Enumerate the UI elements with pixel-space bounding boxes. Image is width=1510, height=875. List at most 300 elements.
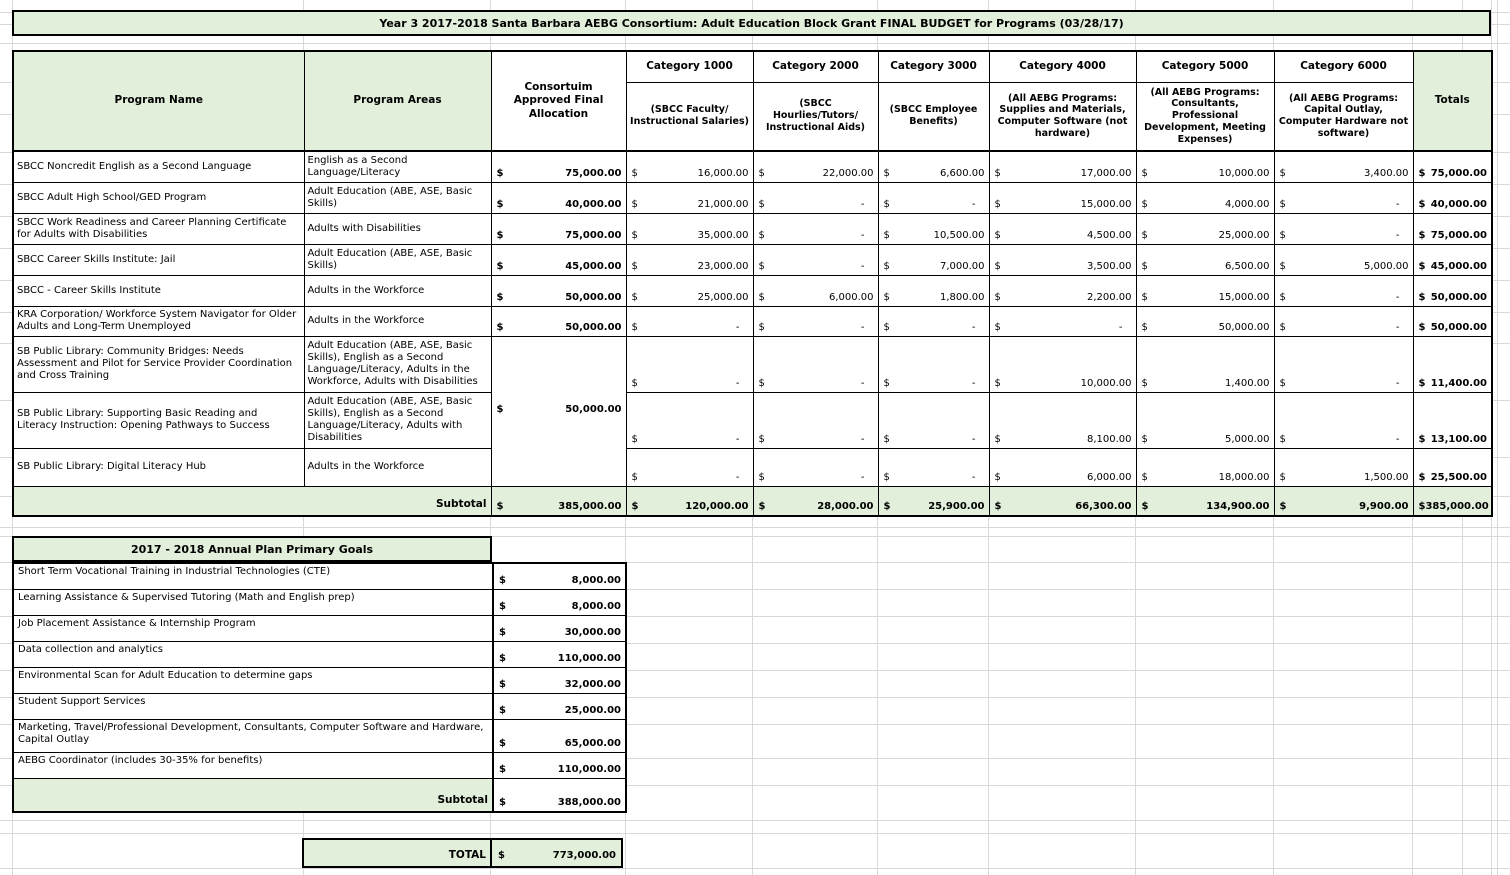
category-amount-cell (878, 275, 989, 306)
currency-symbol: $ (499, 652, 506, 664)
currency-symbol: $ (994, 291, 1001, 303)
col-desc-category-3000: (SBCC Employee Benefits) (878, 82, 989, 151)
amount-text: 5,000.00 (1363, 260, 1409, 272)
currency-symbol: $ (1141, 291, 1148, 303)
amount-text: - (1395, 321, 1400, 333)
amount-text: 385,000.00 (1425, 501, 1489, 512)
currency-symbol: $ (496, 229, 504, 241)
amount-text: 6,600.00 (939, 167, 985, 179)
currency-symbol: $ (994, 321, 1001, 333)
amount-text: 10,500.00 (933, 229, 985, 241)
allocation-cell (491, 306, 626, 336)
amount-text: - (1395, 377, 1400, 389)
currency-symbol: $ (1141, 501, 1149, 512)
amount-text: 1,800.00 (939, 291, 985, 303)
amount-text: - (735, 433, 740, 445)
currency-symbol: $ (1418, 433, 1426, 445)
subtotal-category-cell (753, 486, 878, 516)
grid-hline (0, 527, 1510, 528)
category-amount-cell (1136, 151, 1274, 182)
amount-text: 16,000.00 (697, 167, 749, 179)
currency-symbol: $ (758, 229, 765, 241)
sheet-title-text: Year 3 2017-2018 Santa Barbara AEBG Consortium: Adult Education Block Grant FINAL BUDGET for Programs (03/28/17) (379, 16, 1124, 30)
grid-hline (0, 833, 1510, 834)
currency-symbol: $ (758, 433, 765, 445)
amount-text: 75,000.00 (565, 167, 622, 179)
category-amount-cell (878, 448, 989, 486)
currency-symbol: $ (496, 404, 504, 415)
category-amount-cell (989, 244, 1136, 275)
amount-text: 15,000.00 (1080, 198, 1132, 210)
category-amount-cell (1136, 244, 1274, 275)
row-total-cell (1413, 213, 1492, 244)
program-areas-cell: English as a Second Language/Literacy (304, 151, 491, 182)
category-amount-cell (626, 392, 753, 448)
amount-text: 6,000.00 (828, 291, 874, 303)
currency-symbol: $ (1141, 260, 1148, 272)
col-header-category-4000: Category 4000 (989, 51, 1136, 82)
currency-symbol: $ (883, 501, 891, 512)
col-header-category-6000: Category 6000 (1274, 51, 1413, 82)
category-amount-cell (753, 182, 878, 213)
currency-symbol: $ (499, 626, 506, 638)
currency-symbol: $ (758, 198, 765, 210)
amount-text: - (1118, 321, 1123, 333)
amount-text: - (971, 321, 976, 333)
currency-symbol: $ (631, 321, 638, 333)
currency-symbol: $ (994, 198, 1001, 210)
subtotal-total-cell (1413, 486, 1492, 516)
amount-text: - (971, 377, 976, 389)
category-amount-cell (1136, 275, 1274, 306)
amount-text: 28,000.00 (817, 501, 874, 512)
category-amount-cell (989, 336, 1136, 392)
category-amount-cell (989, 213, 1136, 244)
category-amount-cell (1274, 392, 1413, 448)
goal-row (13, 693, 626, 719)
amount-text: 21,000.00 (697, 198, 749, 210)
sheet-title (12, 10, 1491, 36)
currency-symbol: $ (758, 377, 765, 389)
allocation-cell (491, 244, 626, 275)
currency-symbol: $ (631, 501, 639, 512)
program-row (13, 182, 1492, 213)
currency-symbol: $ (994, 471, 1001, 483)
goals-subtotal-amount-cell (493, 778, 626, 812)
category-amount-cell (1136, 336, 1274, 392)
currency-symbol: $ (883, 471, 890, 483)
amount-text: 25,900.00 (928, 501, 985, 512)
program-areas-cell: Adults in the Workforce (304, 306, 491, 336)
category-amount-cell (626, 306, 753, 336)
currency-symbol: $ (496, 321, 504, 333)
col-header-category-3000: Category 3000 (878, 51, 989, 82)
goal-amount-cell (493, 719, 626, 752)
amount-text: 25,000.00 (564, 704, 621, 716)
amount-text: 3,500.00 (1086, 260, 1132, 272)
currency-symbol: $ (1279, 321, 1286, 333)
col-header-totals: Totals (1413, 51, 1492, 151)
program-name-cell: SBCC Career Skills Institute: Jail (13, 244, 304, 275)
row-total-cell (1413, 448, 1492, 486)
row-total-cell (1413, 151, 1492, 182)
currency-symbol: $ (1141, 377, 1148, 389)
amount-text: 35,000.00 (697, 229, 749, 241)
subtotal-allocation-cell (491, 486, 626, 516)
currency-symbol: $ (1279, 291, 1286, 303)
grand-total-amount: 773,000.00 (552, 850, 616, 861)
currency-symbol: $ (1141, 321, 1148, 333)
grand-total-label: TOTAL (304, 840, 492, 866)
amount-text: 8,100.00 (1086, 433, 1132, 445)
amount-text: 6,500.00 (1224, 260, 1270, 272)
col-header-category-2000: Category 2000 (753, 51, 878, 82)
category-amount-cell (753, 448, 878, 486)
amount-text: - (860, 471, 865, 483)
category-amount-cell (1136, 182, 1274, 213)
currency-symbol: $ (496, 167, 504, 179)
amount-text: 45,000.00 (565, 260, 622, 272)
row-total-cell (1413, 336, 1492, 392)
category-amount-cell (989, 306, 1136, 336)
category-amount-cell (1136, 306, 1274, 336)
program-row (13, 275, 1492, 306)
amount-text: 18,000.00 (1218, 471, 1270, 483)
category-amount-cell (753, 213, 878, 244)
currency-symbol: $ (1141, 229, 1148, 241)
goal-label-cell: Student Support Services (13, 693, 493, 719)
currency-symbol: $ (883, 321, 890, 333)
program-areas-cell: Adult Education (ABE, ASE, Basic Skills) (304, 182, 491, 213)
program-areas-cell: Adults with Disabilities (304, 213, 491, 244)
amount-text: - (1395, 229, 1400, 241)
goals-table (12, 562, 627, 813)
category-amount-cell (753, 306, 878, 336)
category-amount-cell (1274, 336, 1413, 392)
program-row (13, 213, 1492, 244)
category-amount-cell (989, 182, 1136, 213)
amount-text: 25,500.00 (1430, 471, 1487, 483)
allocation-cell (491, 182, 626, 213)
row-total-cell (1413, 392, 1492, 448)
currency-symbol: $ (1279, 229, 1286, 241)
category-amount-cell (1274, 182, 1413, 213)
category-amount-cell (626, 213, 753, 244)
row-total-cell (1413, 306, 1492, 336)
subtotal-category-cell (878, 486, 989, 516)
program-row (13, 151, 1492, 182)
goal-row (13, 667, 626, 693)
amount-text: 40,000.00 (565, 198, 622, 210)
category-amount-cell (878, 213, 989, 244)
subtotal-label-cell: Subtotal (13, 486, 491, 516)
currency-symbol: $ (499, 763, 506, 775)
goal-row (13, 563, 626, 589)
amount-text: 134,900.00 (1206, 501, 1270, 512)
category-amount-cell (989, 275, 1136, 306)
currency-symbol: $ (758, 471, 765, 483)
currency-symbol: $ (499, 678, 506, 690)
category-amount-cell (1136, 213, 1274, 244)
currency-symbol: $ (994, 501, 1002, 512)
program-areas-cell: Adult Education (ABE, ASE, Basic Skills), English as a Second Language/Literacy, Adults with Disabilities (304, 392, 491, 448)
category-amount-cell (1274, 448, 1413, 486)
amount-text: 11,400.00 (1430, 377, 1487, 389)
program-areas-cell: Adult Education (ABE, ASE, Basic Skills), English as a Second Language/Literacy, Adults in the Workforce, Adults with Disabilities (304, 336, 491, 392)
row-total-cell (1413, 275, 1492, 306)
program-row (13, 448, 1492, 486)
amount-text: - (860, 321, 865, 333)
goal-label-cell: Environmental Scan for Adult Education to determine gaps (13, 667, 493, 693)
goal-row (13, 752, 626, 778)
program-areas-cell: Adults in the Workforce (304, 275, 491, 306)
program-name-cell: SBCC Work Readiness and Career Planning Certificate for Adults with Disabilities (13, 213, 304, 244)
category-amount-cell (1136, 448, 1274, 486)
currency-symbol: $ (496, 291, 504, 303)
currency-symbol: $ (883, 167, 890, 179)
amount-text: 385,000.00 (558, 501, 622, 512)
currency-symbol: $ (758, 260, 765, 272)
currency-symbol: $ (499, 737, 506, 749)
currency-symbol: $ (1279, 377, 1286, 389)
goal-row (13, 615, 626, 641)
amount-text: 4,000.00 (1224, 198, 1270, 210)
category-amount-cell (878, 392, 989, 448)
amount-text: 2,200.00 (1086, 291, 1132, 303)
currency-symbol: $ (631, 198, 638, 210)
program-name-cell: SB Public Library: Community Bridges: Needs Assessment and Pilot for Service Provider Coordination and Cross Training (13, 336, 304, 392)
category-amount-cell (878, 151, 989, 182)
program-name-cell: SB Public Library: Digital Literacy Hub (13, 448, 304, 486)
amount-text: 75,000.00 (565, 229, 622, 241)
col-desc-category-2000: (SBCC Hourlies/Tutors/ Instructional Aids) (753, 82, 878, 151)
amount-text: 30,000.00 (564, 626, 621, 638)
allocation-cell (491, 213, 626, 244)
grid-hline (0, 868, 1510, 869)
currency-symbol: $ (1141, 471, 1148, 483)
currency-symbol: $ (1418, 501, 1426, 512)
amount-text: - (735, 377, 740, 389)
program-row (13, 336, 1492, 392)
currency-symbol: $ (631, 167, 638, 179)
amount-text: - (860, 260, 865, 272)
amount-text: 4,500.00 (1086, 229, 1132, 241)
currency-symbol: $ (1418, 229, 1426, 241)
amount-text: 9,900.00 (1359, 501, 1409, 512)
budget-table (12, 50, 1493, 517)
category-amount-cell (626, 336, 753, 392)
category-amount-cell (626, 151, 753, 182)
currency-symbol: $ (1418, 471, 1426, 483)
category-amount-cell (878, 336, 989, 392)
goals-section-header-text: 2017 - 2018 Annual Plan Primary Goals (130, 542, 374, 556)
grand-total-row (302, 838, 623, 868)
currency-symbol: $ (496, 260, 504, 272)
grid-hline (0, 820, 1510, 821)
goal-amount-cell (493, 589, 626, 615)
currency-symbol: $ (631, 291, 638, 303)
currency-symbol: $ (1141, 198, 1148, 210)
goal-amount-cell (493, 667, 626, 693)
amount-text: 50,000.00 (565, 404, 622, 415)
amount-text: 8,000.00 (571, 574, 621, 586)
subtotal-category-cell (1274, 486, 1413, 516)
goal-label-cell: Learning Assistance & Supervised Tutoring (Math and English prep) (13, 589, 493, 615)
allocation-cell (491, 151, 626, 182)
amount-text: 3,400.00 (1363, 167, 1409, 179)
col-desc-category-1000: (SBCC Faculty/ Instructional Salaries) (626, 82, 753, 151)
category-amount-cell (878, 306, 989, 336)
currency-symbol: $ (1279, 198, 1286, 210)
currency-symbol: $ (631, 433, 638, 445)
currency-symbol: $ (758, 167, 765, 179)
subtotal-category-cell (989, 486, 1136, 516)
amount-text: 50,000.00 (1430, 321, 1487, 333)
amount-text: - (971, 433, 976, 445)
amount-text: 50,000.00 (1218, 321, 1270, 333)
amount-text: 17,000.00 (1080, 167, 1132, 179)
currency-symbol: $ (1418, 377, 1426, 389)
goal-amount-cell (493, 641, 626, 667)
goal-row (13, 589, 626, 615)
category-amount-cell (753, 151, 878, 182)
subtotal-category-cell (1136, 486, 1274, 516)
category-amount-cell (878, 244, 989, 275)
currency-symbol: $ (498, 850, 505, 861)
amount-text: 7,000.00 (939, 260, 985, 272)
currency-symbol: $ (1418, 198, 1426, 210)
col-desc-category-4000: (All AEBG Programs: Supplies and Materials, Computer Software (not hardware) (989, 82, 1136, 151)
amount-text: 66,300.00 (1075, 501, 1132, 512)
currency-symbol: $ (1279, 260, 1286, 272)
category-amount-cell (1274, 306, 1413, 336)
category-amount-cell (626, 448, 753, 486)
currency-symbol: $ (1279, 167, 1286, 179)
currency-symbol: $ (499, 574, 506, 586)
amount-text: - (735, 471, 740, 483)
amount-text: 50,000.00 (565, 291, 622, 303)
category-amount-cell (1274, 213, 1413, 244)
amount-text: 40,000.00 (1430, 198, 1487, 210)
goal-row (13, 641, 626, 667)
currency-symbol: $ (499, 704, 506, 716)
subtotal-row (13, 486, 1492, 516)
program-name-cell: SBCC Adult High School/GED Program (13, 182, 304, 213)
goal-label-cell: AEBG Coordinator (includes 30-35% for benefits) (13, 752, 493, 778)
amount-text: 1,400.00 (1224, 377, 1270, 389)
currency-symbol: $ (1279, 471, 1286, 483)
col-desc-category-6000: (All AEBG Programs: Capital Outlay, Computer Hardware not software) (1274, 82, 1413, 151)
goal-amount-cell (493, 752, 626, 778)
amount-text: 110,000.00 (557, 652, 621, 664)
currency-symbol: $ (883, 433, 890, 445)
currency-symbol: $ (496, 198, 504, 210)
category-amount-cell (1274, 275, 1413, 306)
currency-symbol: $ (1141, 433, 1148, 445)
category-amount-cell (1274, 244, 1413, 275)
amount-text: 50,000.00 (1430, 291, 1487, 303)
amount-text: 388,000.00 (557, 797, 621, 808)
grid-hline (0, 43, 1510, 44)
amount-text: 22,000.00 (822, 167, 874, 179)
currency-symbol: $ (994, 433, 1001, 445)
currency-symbol: $ (1279, 433, 1286, 445)
amount-text: 1,500.00 (1363, 471, 1409, 483)
goal-amount-cell (493, 693, 626, 719)
col-header-allocation: Consortuim Approved Final Allocation (491, 51, 626, 151)
category-amount-cell (753, 244, 878, 275)
amount-text: 32,000.00 (564, 678, 621, 690)
amount-text: - (735, 321, 740, 333)
program-areas-cell: Adults in the Workforce (304, 448, 491, 486)
allocation-cell-merged (491, 336, 626, 486)
amount-text: - (1395, 291, 1400, 303)
currency-symbol: $ (631, 260, 638, 272)
grid-vline (1497, 0, 1498, 875)
amount-text: - (860, 229, 865, 241)
currency-symbol: $ (883, 198, 890, 210)
amount-text: 6,000.00 (1086, 471, 1132, 483)
category-amount-cell (753, 336, 878, 392)
currency-symbol: $ (883, 260, 890, 272)
amount-text: - (860, 377, 865, 389)
currency-symbol: $ (1418, 167, 1426, 179)
category-amount-cell (1136, 392, 1274, 448)
amount-text: 75,000.00 (1430, 167, 1487, 179)
col-header-category-1000: Category 1000 (626, 51, 753, 82)
goal-label-cell: Short Term Vocational Training in Industrial Technologies (CTE) (13, 563, 493, 589)
col-desc-category-5000: (All AEBG Programs: Consultants, Professional Development, Meeting Expenses) (1136, 82, 1274, 151)
program-row (13, 306, 1492, 336)
currency-symbol: $ (1418, 321, 1426, 333)
category-amount-cell (989, 151, 1136, 182)
currency-symbol: $ (758, 321, 765, 333)
program-row (13, 392, 1492, 448)
goals-subtotal-label-cell: Subtotal (13, 778, 493, 812)
program-areas-cell: Adult Education (ABE, ASE, Basic Skills) (304, 244, 491, 275)
currency-symbol: $ (758, 291, 765, 303)
currency-symbol: $ (631, 229, 638, 241)
amount-text: - (971, 471, 976, 483)
row-total-cell (1413, 182, 1492, 213)
program-name-cell: SBCC - Career Skills Institute (13, 275, 304, 306)
amount-text: 8,000.00 (571, 600, 621, 612)
program-name-cell: SB Public Library: Supporting Basic Reading and Literacy Instruction: Opening Pathways to Success (13, 392, 304, 448)
goal-row (13, 719, 626, 752)
amount-text: - (860, 198, 865, 210)
currency-symbol: $ (994, 377, 1001, 389)
category-amount-cell (1274, 151, 1413, 182)
category-amount-cell (626, 182, 753, 213)
amount-text: 13,100.00 (1430, 433, 1487, 445)
goals-subtotal-row (13, 778, 626, 812)
program-name-cell: KRA Corporation/ Workforce System Navigator for Older Adults and Long-Term Unemployed (13, 306, 304, 336)
goal-label-cell: Job Placement Assistance & Internship Program (13, 615, 493, 641)
currency-symbol: $ (994, 167, 1001, 179)
currency-symbol: $ (883, 377, 890, 389)
amount-text: 75,000.00 (1430, 229, 1487, 241)
goal-label-cell: Data collection and analytics (13, 641, 493, 667)
col-header-category-5000: Category 5000 (1136, 51, 1274, 82)
currency-symbol: $ (496, 501, 504, 512)
category-amount-cell (989, 448, 1136, 486)
amount-text: 65,000.00 (564, 737, 621, 749)
category-amount-cell (626, 244, 753, 275)
currency-symbol: $ (883, 229, 890, 241)
grand-total-value (492, 840, 621, 866)
amount-text: 5,000.00 (1224, 433, 1270, 445)
amount-text: 23,000.00 (697, 260, 749, 272)
